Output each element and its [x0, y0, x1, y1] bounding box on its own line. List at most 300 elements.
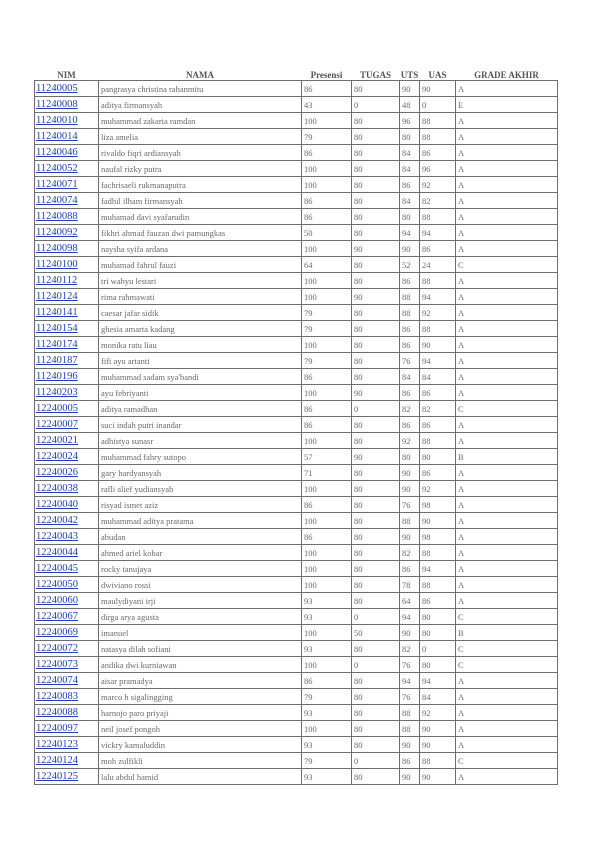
presensi-cell: 93 — [302, 769, 352, 785]
presensi-cell: 100 — [302, 513, 352, 529]
uts-cell: 76 — [400, 689, 420, 705]
nama-cell: andika dwi kurniawan — [99, 657, 302, 673]
nim-cell[interactable]: 12240050 — [35, 577, 99, 593]
tugas-cell: 80 — [352, 161, 400, 177]
presensi-cell: 86 — [302, 81, 352, 97]
table-row — [35, 97, 558, 113]
table-row — [35, 609, 558, 625]
presensi-cell: 43 — [302, 97, 352, 113]
tugas-cell: 0 — [352, 753, 400, 769]
table-row — [35, 241, 558, 257]
nama-cell: dwiviano rossi — [99, 577, 302, 593]
tugas-cell: 0 — [352, 97, 400, 113]
uts-cell: 90 — [400, 625, 420, 641]
grade-cell: A — [456, 593, 558, 609]
grade-cell: A — [456, 577, 558, 593]
table-row — [35, 305, 558, 321]
uts-cell: 96 — [400, 113, 420, 129]
uas-cell: 88 — [420, 577, 456, 593]
nama-cell: rima rahmawati — [99, 289, 302, 305]
grade-cell: A — [456, 337, 558, 353]
nim-cell[interactable]: 11240098 — [35, 241, 99, 257]
nama-cell: rivaldo fiqri ardiansyah — [99, 145, 302, 161]
table-row — [35, 721, 558, 737]
nama-cell: vickry kamaluddin — [99, 737, 302, 753]
uts-cell: 84 — [400, 193, 420, 209]
nim-cell[interactable]: 11240010 — [35, 113, 99, 129]
presensi-cell: 86 — [302, 193, 352, 209]
nama-cell: muhamad fahrul fauzi — [99, 257, 302, 273]
header-row — [35, 70, 558, 81]
uts-cell: 90 — [400, 737, 420, 753]
table-row — [35, 561, 558, 577]
uts-cell: 90 — [400, 241, 420, 257]
uas-cell: 82 — [420, 401, 456, 417]
tugas-cell: 0 — [352, 609, 400, 625]
table-row — [35, 273, 558, 289]
table-row — [35, 689, 558, 705]
table-row — [35, 417, 558, 433]
tugas-cell: 80 — [352, 337, 400, 353]
uas-cell: 88 — [420, 433, 456, 449]
nama-cell: muhammad aditya pratama — [99, 513, 302, 529]
grade-cell: A — [456, 177, 558, 193]
grade-cell: A — [456, 161, 558, 177]
grade-cell: C — [456, 657, 558, 673]
nama-cell: natasya dilah sofiani — [99, 641, 302, 657]
nim-cell[interactable]: 11240052 — [35, 161, 99, 177]
presensi-cell: 79 — [302, 353, 352, 369]
presensi-cell: 57 — [302, 449, 352, 465]
tugas-cell: 80 — [352, 561, 400, 577]
grade-cell: A — [456, 561, 558, 577]
grade-cell: A — [456, 353, 558, 369]
grade-cell: A — [456, 465, 558, 481]
uts-cell: 86 — [400, 273, 420, 289]
presensi-cell: 86 — [302, 529, 352, 545]
uts-cell: 80 — [400, 449, 420, 465]
grade-cell: C — [456, 257, 558, 273]
table-row — [35, 657, 558, 673]
nama-cell: ayu febriyanti — [99, 385, 302, 401]
uas-cell: 90 — [420, 769, 456, 785]
nama-cell: rocky tanujaya — [99, 561, 302, 577]
table-row — [35, 385, 558, 401]
nama-cell: pangrasya christina rahanmitu — [99, 81, 302, 97]
nim-cell[interactable]: 12240123 — [35, 737, 99, 753]
table-row — [35, 769, 558, 785]
presensi-cell: 100 — [302, 177, 352, 193]
nim-cell[interactable]: 11240008 — [35, 97, 99, 113]
nama-cell: suci indah putri inandar — [99, 417, 302, 433]
uas-cell: 88 — [420, 129, 456, 145]
nama-cell: ghesia amarta kadang — [99, 321, 302, 337]
presensi-cell: 100 — [302, 577, 352, 593]
nama-cell: moh zulfikli — [99, 753, 302, 769]
tugas-cell: 0 — [352, 401, 400, 417]
nama-cell: naufal rizky putra — [99, 161, 302, 177]
uts-cell: 94 — [400, 673, 420, 689]
uts-cell: 84 — [400, 145, 420, 161]
uts-cell: 90 — [400, 81, 420, 97]
table-row — [35, 129, 558, 145]
grade-cell: A — [456, 305, 558, 321]
presensi-cell: 100 — [302, 721, 352, 737]
tugas-cell: 80 — [352, 369, 400, 385]
header-uas: UAS — [428, 70, 447, 80]
grade-cell: A — [456, 545, 558, 561]
uas-cell: 86 — [420, 145, 456, 161]
presensi-cell: 79 — [302, 689, 352, 705]
uas-cell: 90 — [420, 337, 456, 353]
presensi-cell: 100 — [302, 657, 352, 673]
table-row — [35, 465, 558, 481]
tugas-cell: 80 — [352, 321, 400, 337]
presensi-cell: 100 — [302, 625, 352, 641]
grade-cell: A — [456, 241, 558, 257]
uas-cell: 82 — [420, 193, 456, 209]
uts-cell: 76 — [400, 353, 420, 369]
nama-cell: fikhri ahmad fauzan dwi pamungkas — [99, 225, 302, 241]
nim-cell[interactable]: 11240071 — [35, 177, 99, 193]
nama-cell: muhammad fahry sutopo — [99, 449, 302, 465]
nim-cell[interactable]: 11240074 — [35, 193, 99, 209]
uas-cell: 94 — [420, 353, 456, 369]
grade-cell: A — [456, 225, 558, 241]
grade-cell: A — [456, 113, 558, 129]
uts-cell: 90 — [400, 529, 420, 545]
tugas-cell: 80 — [352, 129, 400, 145]
tugas-cell: 80 — [352, 673, 400, 689]
nim-cell[interactable]: 11240014 — [35, 129, 99, 145]
grade-cell: A — [456, 289, 558, 305]
uas-cell: 84 — [420, 689, 456, 705]
grade-cell: A — [456, 529, 558, 545]
tugas-cell: 0 — [352, 657, 400, 673]
presensi-cell: 79 — [302, 321, 352, 337]
tugas-cell: 90 — [352, 449, 400, 465]
nim-cell[interactable]: 12240088 — [35, 705, 99, 721]
tugas-cell: 80 — [352, 769, 400, 785]
nim-cell[interactable]: 11240100 — [35, 257, 99, 273]
presensi-cell: 100 — [302, 273, 352, 289]
tugas-cell: 80 — [352, 513, 400, 529]
uas-cell: 90 — [420, 81, 456, 97]
uts-cell: 86 — [400, 385, 420, 401]
grade-cell: C — [456, 401, 558, 417]
grades-table — [34, 70, 558, 785]
nama-cell: harnojo paro priyaji — [99, 705, 302, 721]
header-grade: GRADE AKHIR — [474, 70, 539, 80]
grade-cell: A — [456, 273, 558, 289]
nim-cell[interactable]: 11240046 — [35, 145, 99, 161]
uts-cell: 88 — [400, 305, 420, 321]
presensi-cell: 100 — [302, 433, 352, 449]
uts-cell: 86 — [400, 561, 420, 577]
uas-cell: 94 — [420, 561, 456, 577]
uts-cell: 86 — [400, 753, 420, 769]
tugas-cell: 80 — [352, 737, 400, 753]
tugas-cell: 80 — [352, 113, 400, 129]
nim-cell[interactable]: 11240196 — [35, 369, 99, 385]
uts-cell: 86 — [400, 321, 420, 337]
grade-cell: C — [456, 609, 558, 625]
nama-cell: caesar jafar sidik — [99, 305, 302, 321]
nama-cell: abudan — [99, 529, 302, 545]
uas-cell: 94 — [420, 673, 456, 689]
tugas-cell: 80 — [352, 273, 400, 289]
tugas-cell: 80 — [352, 225, 400, 241]
table-row — [35, 625, 558, 641]
nama-cell: ahmed ariel kobar — [99, 545, 302, 561]
nim-cell[interactable]: 12240060 — [35, 593, 99, 609]
nim-cell[interactable]: 11240124 — [35, 289, 99, 305]
presensi-cell: 100 — [302, 241, 352, 257]
uts-cell: 88 — [400, 289, 420, 305]
tugas-cell: 80 — [352, 193, 400, 209]
table-row — [35, 577, 558, 593]
presensi-cell: 100 — [302, 113, 352, 129]
tugas-cell: 80 — [352, 417, 400, 433]
table-row — [35, 321, 558, 337]
tugas-cell: 90 — [352, 241, 400, 257]
table-row — [35, 545, 558, 561]
uas-cell: 86 — [420, 593, 456, 609]
tugas-cell: 80 — [352, 497, 400, 513]
tugas-cell: 80 — [352, 353, 400, 369]
nim-cell[interactable]: 11240088 — [35, 209, 99, 225]
uts-cell: 90 — [400, 769, 420, 785]
uts-cell: 90 — [400, 481, 420, 497]
grade-cell: A — [456, 673, 558, 689]
uas-cell: 86 — [420, 417, 456, 433]
tugas-cell: 80 — [352, 545, 400, 561]
table-row — [35, 369, 558, 385]
tugas-cell: 80 — [352, 257, 400, 273]
uts-cell: 82 — [400, 545, 420, 561]
nim-cell[interactable]: 12240007 — [35, 417, 99, 433]
uts-cell: 80 — [400, 129, 420, 145]
uts-cell: 86 — [400, 337, 420, 353]
presensi-cell: 100 — [302, 289, 352, 305]
presensi-cell: 93 — [302, 737, 352, 753]
nim-cell[interactable]: 12240125 — [35, 769, 99, 785]
nim-cell[interactable]: 11240141 — [35, 305, 99, 321]
nim-cell[interactable]: 11240187 — [35, 353, 99, 369]
nim-cell[interactable]: 11240203 — [35, 385, 99, 401]
nim-cell[interactable]: 12240124 — [35, 753, 99, 769]
presensi-cell: 100 — [302, 161, 352, 177]
table-row — [35, 353, 558, 369]
uts-cell: 84 — [400, 161, 420, 177]
uts-cell: 78 — [400, 577, 420, 593]
nama-cell: fachrisaeli rukmanaputra — [99, 177, 302, 193]
nim-cell[interactable]: 12240074 — [35, 673, 99, 689]
grade-cell: A — [456, 481, 558, 497]
uts-cell: 88 — [400, 721, 420, 737]
uts-cell: 86 — [400, 417, 420, 433]
uas-cell: 86 — [420, 465, 456, 481]
uas-cell: 80 — [420, 449, 456, 465]
header-uts: UTS — [400, 70, 419, 80]
uas-cell: 0 — [420, 97, 456, 113]
nim-cell[interactable]: 11240092 — [35, 225, 99, 241]
tugas-cell: 80 — [352, 145, 400, 161]
grade-cell: A — [456, 193, 558, 209]
nim-cell[interactable]: 12240069 — [35, 625, 99, 641]
tugas-cell: 80 — [352, 689, 400, 705]
table-row — [35, 673, 558, 689]
uas-cell: 90 — [420, 737, 456, 753]
tugas-cell: 80 — [352, 209, 400, 225]
nama-cell: muhammad zakaria ramdan — [99, 113, 302, 129]
presensi-cell: 86 — [302, 417, 352, 433]
nim-cell[interactable]: 12240073 — [35, 657, 99, 673]
nama-cell: maulydiyani irji — [99, 593, 302, 609]
grade-cell: A — [456, 705, 558, 721]
nim-cell[interactable]: 12240024 — [35, 449, 99, 465]
presensi-cell: 79 — [302, 753, 352, 769]
nama-cell: dirga arya agusta — [99, 609, 302, 625]
presensi-cell: 86 — [302, 673, 352, 689]
presensi-cell: 100 — [302, 337, 352, 353]
nim-cell[interactable]: 11240005 — [35, 81, 99, 97]
grade-cell: E — [456, 97, 558, 113]
uts-cell: 76 — [400, 657, 420, 673]
table-row — [35, 593, 558, 609]
grade-cell: A — [456, 721, 558, 737]
grade-cell: A — [456, 497, 558, 513]
table-row — [35, 497, 558, 513]
nama-cell: muhammad sadam sya'bandi — [99, 369, 302, 385]
uas-cell: 92 — [420, 705, 456, 721]
table-row — [35, 513, 558, 529]
presensi-cell: 64 — [302, 257, 352, 273]
presensi-cell: 86 — [302, 497, 352, 513]
table-row — [35, 225, 558, 241]
nim-cell[interactable]: 11240112 — [35, 273, 99, 289]
presensi-cell: 100 — [302, 481, 352, 497]
uas-cell: 80 — [420, 657, 456, 673]
grade-cell: A — [456, 689, 558, 705]
presensi-cell: 79 — [302, 129, 352, 145]
nama-cell: aisar pramadya — [99, 673, 302, 689]
nama-cell: fifi ayu artanti — [99, 353, 302, 369]
table-row — [35, 209, 558, 225]
presensi-cell: 71 — [302, 465, 352, 481]
nim-cell[interactable]: 12240072 — [35, 641, 99, 657]
nama-cell: aditya ramadhan — [99, 401, 302, 417]
nim-cell[interactable]: 12240021 — [35, 433, 99, 449]
nim-cell[interactable]: 12240026 — [35, 465, 99, 481]
tugas-cell: 80 — [352, 465, 400, 481]
table-row — [35, 161, 558, 177]
nim-cell[interactable]: 12240038 — [35, 481, 99, 497]
grade-cell: A — [456, 433, 558, 449]
table-row — [35, 433, 558, 449]
nim-cell[interactable]: 12240042 — [35, 513, 99, 529]
nim-cell[interactable]: 11240174 — [35, 337, 99, 353]
nama-cell: neil josef pongoh — [99, 721, 302, 737]
table-row — [35, 737, 558, 753]
table-row — [35, 177, 558, 193]
uas-cell: 86 — [420, 385, 456, 401]
uas-cell: 92 — [420, 305, 456, 321]
uas-cell: 92 — [420, 177, 456, 193]
nama-cell: fadhil ilham firmansyah — [99, 193, 302, 209]
uas-cell: 92 — [420, 481, 456, 497]
uas-cell: 80 — [420, 609, 456, 625]
presensi-cell: 100 — [302, 545, 352, 561]
nama-cell: lalu abdul hamid — [99, 769, 302, 785]
presensi-cell: 93 — [302, 609, 352, 625]
uas-cell: 96 — [420, 161, 456, 177]
table-row — [35, 113, 558, 129]
grade-cell: A — [456, 417, 558, 433]
nim-cell[interactable]: 12240097 — [35, 721, 99, 737]
presensi-cell: 100 — [302, 385, 352, 401]
presensi-cell: 50 — [302, 225, 352, 241]
uts-cell: 94 — [400, 225, 420, 241]
grade-cell: A — [456, 209, 558, 225]
grade-cell: A — [456, 129, 558, 145]
grade-cell: A — [456, 513, 558, 529]
nim-cell[interactable]: 12240005 — [35, 401, 99, 417]
tugas-cell: 80 — [352, 593, 400, 609]
tugas-cell: 90 — [352, 289, 400, 305]
uas-cell: 86 — [420, 241, 456, 257]
uas-cell: 24 — [420, 257, 456, 273]
uas-cell: 88 — [420, 113, 456, 129]
presensi-cell: 86 — [302, 209, 352, 225]
table-body — [35, 81, 558, 785]
nim-cell[interactable]: 12240044 — [35, 545, 99, 561]
uts-cell: 88 — [400, 513, 420, 529]
uas-cell: 84 — [420, 369, 456, 385]
uas-cell: 90 — [420, 513, 456, 529]
nim-cell[interactable]: 12240045 — [35, 561, 99, 577]
tugas-cell: 50 — [352, 625, 400, 641]
nim-cell[interactable]: 12240083 — [35, 689, 99, 705]
uas-cell: 90 — [420, 721, 456, 737]
header-nama: NAMA — [186, 70, 214, 80]
table-row — [35, 481, 558, 497]
table-row — [35, 289, 558, 305]
uts-cell: 76 — [400, 497, 420, 513]
grade-cell: B — [456, 625, 558, 641]
uts-cell: 82 — [400, 641, 420, 657]
nama-cell: marco h sigalingging — [99, 689, 302, 705]
nim-cell[interactable]: 12240043 — [35, 529, 99, 545]
uts-cell: 92 — [400, 433, 420, 449]
nim-cell[interactable]: 11240154 — [35, 321, 99, 337]
nim-cell[interactable]: 12240040 — [35, 497, 99, 513]
grade-cell: A — [456, 385, 558, 401]
nama-cell: rafli alief yudiansyah — [99, 481, 302, 497]
grade-cell: C — [456, 641, 558, 657]
uas-cell: 80 — [420, 625, 456, 641]
header-tugas: TUGAS — [359, 70, 391, 80]
tugas-cell: 90 — [352, 385, 400, 401]
uas-cell: 88 — [420, 545, 456, 561]
grade-cell: A — [456, 769, 558, 785]
tugas-cell: 80 — [352, 529, 400, 545]
presensi-cell: 93 — [302, 641, 352, 657]
tugas-cell: 80 — [352, 177, 400, 193]
grade-cell: C — [456, 753, 558, 769]
nim-cell[interactable]: 12240067 — [35, 609, 99, 625]
nama-cell: monika ratu liau — [99, 337, 302, 353]
